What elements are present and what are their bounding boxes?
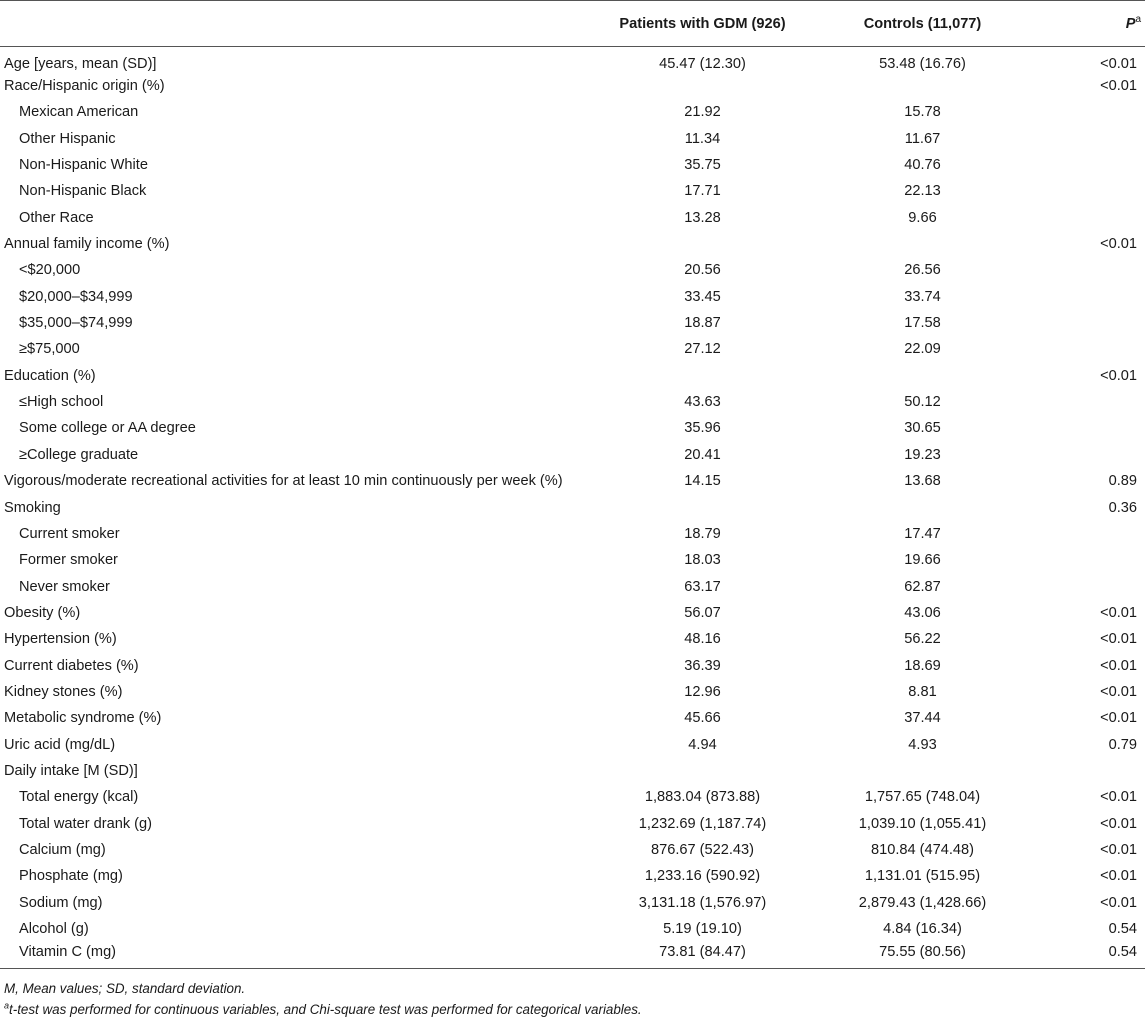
cell-gdm bbox=[595, 231, 810, 257]
cell-p-value: 0.54 bbox=[1108, 921, 1137, 938]
cell-gdm bbox=[595, 73, 810, 99]
row-label: Race/Hispanic origin (%) bbox=[4, 78, 165, 95]
cell-p-value bbox=[1035, 310, 1145, 336]
row-label: Uric acid (mg/dL) bbox=[4, 736, 116, 753]
table-row bbox=[0, 47, 1145, 73]
footnote-a-marker: a bbox=[4, 1000, 10, 1011]
cell-gdm: 45.66 bbox=[684, 710, 721, 727]
table-row bbox=[0, 494, 1145, 520]
cell-gdm: 73.81 (84.47) bbox=[595, 942, 810, 968]
cell-gdm: 17.71 bbox=[684, 183, 721, 200]
cell-gdm: 27.12 bbox=[684, 341, 721, 358]
row-label: Obesity (%) bbox=[4, 604, 81, 621]
cell-p-value bbox=[1035, 573, 1145, 599]
cell-p-value: <0.01 bbox=[1100, 55, 1137, 72]
cell-controls: 22.09 bbox=[904, 341, 941, 358]
cell-p-value: 0.36 bbox=[1108, 499, 1137, 516]
cell-gdm: 13.28 bbox=[684, 209, 721, 226]
cell-controls: 8.81 bbox=[908, 683, 937, 700]
cell-gdm: 18.03 bbox=[684, 552, 721, 569]
row-label: Total water drank (g) bbox=[19, 815, 153, 832]
table-row bbox=[0, 205, 1145, 231]
cell-gdm: 43.63 bbox=[684, 394, 721, 411]
cell-gdm: 18.79 bbox=[684, 525, 721, 542]
footnote-a bbox=[4, 999, 1145, 1020]
cell-controls: 19.23 bbox=[904, 446, 941, 463]
row-label: Metabolic syndrome (%) bbox=[4, 710, 162, 727]
cell-p-value: <0.01 bbox=[1100, 657, 1137, 674]
table-row bbox=[0, 73, 1145, 99]
row-label: Total energy (kcal) bbox=[19, 789, 139, 806]
table-row bbox=[0, 679, 1145, 705]
cell-controls: 13.68 bbox=[904, 473, 941, 490]
table-row bbox=[0, 389, 1145, 415]
cell-controls: 26.56 bbox=[904, 262, 941, 279]
cell-controls: 40.76 bbox=[904, 157, 941, 174]
cell-controls: 9.66 bbox=[908, 209, 937, 226]
cell-gdm: 21.92 bbox=[684, 104, 721, 121]
cell-p-value bbox=[1035, 547, 1145, 573]
row-label: Calcium (mg) bbox=[19, 841, 106, 858]
table-row bbox=[0, 916, 1145, 942]
cell-gdm: 3,131.18 (1,576.97) bbox=[638, 894, 767, 911]
cell-p-value bbox=[1035, 442, 1145, 468]
cell-controls: 17.58 bbox=[904, 315, 941, 332]
row-label: <$20,000 bbox=[19, 262, 81, 279]
cell-controls: 30.65 bbox=[904, 420, 941, 437]
cell-controls: 22.13 bbox=[904, 183, 941, 200]
cell-gdm: 35.96 bbox=[684, 420, 721, 437]
table-row bbox=[0, 784, 1145, 810]
cell-gdm: 33.45 bbox=[684, 288, 721, 305]
cell-p-value: <0.01 bbox=[1100, 894, 1137, 911]
table-row bbox=[0, 521, 1145, 547]
row-label: Mexican American bbox=[19, 104, 139, 121]
table-row bbox=[0, 284, 1145, 310]
cell-controls: 810.84 (474.48) bbox=[870, 841, 975, 858]
cell-gdm: 1,883.04 (873.88) bbox=[644, 789, 761, 806]
cell-controls: 56.22 bbox=[904, 631, 941, 648]
table-row bbox=[0, 837, 1145, 863]
cell-p-value bbox=[1035, 126, 1145, 152]
cell-gdm: 5.19 (19.10) bbox=[663, 921, 742, 938]
cell-gdm: 48.16 bbox=[684, 631, 721, 648]
table-row bbox=[0, 442, 1145, 468]
cell-p-value: <0.01 bbox=[1100, 78, 1137, 95]
row-label: Other Race bbox=[19, 209, 94, 226]
header-row bbox=[0, 1, 1145, 47]
row-label: ≤High school bbox=[19, 394, 104, 411]
cell-gdm: 56.07 bbox=[684, 604, 721, 621]
row-label: Annual family income (%) bbox=[4, 236, 170, 253]
table-row bbox=[0, 363, 1145, 389]
row-label: Vigorous/moderate recreational activities for at least 10 min continuously per week (%) bbox=[4, 473, 563, 490]
header-blank bbox=[0, 1, 595, 47]
cell-p-value bbox=[1035, 284, 1145, 310]
row-label: Vitamin C (mg) bbox=[0, 942, 595, 968]
cell-p-value: 0.54 bbox=[1035, 942, 1145, 968]
cell-controls: 4.93 bbox=[908, 736, 937, 753]
cell-p-value bbox=[1035, 521, 1145, 547]
cell-p-value: <0.01 bbox=[1100, 367, 1137, 384]
header-gdm: Patients with GDM (926) bbox=[595, 1, 810, 47]
cell-controls: 4.84 (16.34) bbox=[883, 921, 962, 938]
row-label: Other Hispanic bbox=[19, 130, 116, 147]
row-label: Kidney stones (%) bbox=[4, 683, 123, 700]
table-row bbox=[0, 705, 1145, 731]
table-row bbox=[0, 310, 1145, 336]
cell-gdm: 45.47 (12.30) bbox=[659, 55, 746, 72]
cell-gdm: 20.41 bbox=[684, 446, 721, 463]
cell-controls: 15.78 bbox=[904, 104, 941, 121]
row-label: Sodium (mg) bbox=[19, 894, 103, 911]
cell-gdm: 11.34 bbox=[684, 130, 721, 147]
row-label: Non-Hispanic White bbox=[19, 157, 148, 174]
cell-controls bbox=[810, 231, 1035, 257]
cell-gdm bbox=[595, 363, 810, 389]
cell-gdm: 876.67 (522.43) bbox=[650, 841, 755, 858]
table-row bbox=[0, 863, 1145, 889]
footnote-abbreviations: M, Mean values; SD, standard deviation. bbox=[4, 981, 246, 997]
cell-gdm: 35.75 bbox=[684, 157, 721, 174]
cell-controls: 2,879.43 (1,428.66) bbox=[858, 894, 987, 911]
row-label: Phosphate (mg) bbox=[19, 868, 123, 885]
cell-p-value bbox=[1035, 152, 1145, 178]
cell-p-value bbox=[1035, 758, 1145, 784]
cell-gdm: 14.15 bbox=[684, 473, 721, 490]
cell-controls: 53.48 (16.76) bbox=[879, 55, 966, 72]
cell-p-value: <0.01 bbox=[1100, 815, 1137, 832]
row-label: Smoking bbox=[4, 499, 61, 516]
cell-p-value: <0.01 bbox=[1100, 236, 1137, 253]
cell-p-value: <0.01 bbox=[1100, 841, 1137, 858]
cell-p-value bbox=[1035, 415, 1145, 441]
table-row bbox=[0, 257, 1145, 283]
table-row bbox=[0, 626, 1145, 652]
cell-gdm: 18.87 bbox=[684, 315, 721, 332]
table-row bbox=[0, 810, 1145, 836]
row-label: ≥College graduate bbox=[19, 446, 139, 463]
cell-controls: 50.12 bbox=[904, 394, 941, 411]
cell-p-value bbox=[1035, 205, 1145, 231]
footnote-a-text: t-test was performed for continuous variables, and Chi-square test was performed for categorical variables. bbox=[9, 1002, 642, 1018]
cell-controls: 19.66 bbox=[904, 552, 941, 569]
table-row bbox=[0, 758, 1145, 784]
cell-p-value: 0.89 bbox=[1108, 473, 1137, 490]
row-label: Education (%) bbox=[4, 367, 96, 384]
row-label: Current diabetes (%) bbox=[4, 657, 139, 674]
row-label: ≥$75,000 bbox=[19, 341, 80, 358]
cell-controls: 1,757.65 (748.04) bbox=[864, 789, 981, 806]
cell-p-value: <0.01 bbox=[1100, 789, 1137, 806]
table-header bbox=[0, 1, 1145, 47]
table-row bbox=[0, 336, 1145, 362]
cell-p-value bbox=[1035, 99, 1145, 125]
row-label: Daily intake [M (SD)] bbox=[4, 762, 138, 779]
cell-controls bbox=[810, 758, 1035, 784]
row-label: $20,000–$34,999 bbox=[19, 288, 133, 305]
row-label: Never smoker bbox=[19, 578, 110, 595]
table-row bbox=[0, 99, 1145, 125]
cell-gdm: 36.39 bbox=[684, 657, 721, 674]
cell-p-value bbox=[1035, 389, 1145, 415]
cell-p-value bbox=[1035, 336, 1145, 362]
table-body bbox=[0, 47, 1145, 969]
cell-controls: 17.47 bbox=[904, 525, 941, 542]
cell-p-value bbox=[1035, 257, 1145, 283]
cell-gdm: 63.17 bbox=[684, 578, 721, 595]
table-row bbox=[0, 178, 1145, 204]
table-row bbox=[0, 126, 1145, 152]
cell-p-value: <0.01 bbox=[1100, 710, 1137, 727]
table-row bbox=[0, 468, 1145, 494]
row-label: Alcohol (g) bbox=[19, 921, 89, 938]
cell-controls: 18.69 bbox=[904, 657, 941, 674]
cell-p-value: <0.01 bbox=[1100, 683, 1137, 700]
cell-controls bbox=[810, 73, 1035, 99]
table-row bbox=[0, 415, 1145, 441]
cell-controls: 11.67 bbox=[904, 130, 941, 147]
cell-gdm bbox=[595, 494, 810, 520]
cell-controls: 1,131.01 (515.95) bbox=[864, 868, 981, 885]
row-label: Hypertension (%) bbox=[4, 631, 117, 648]
row-label: Some college or AA degree bbox=[19, 420, 196, 437]
row-label: $35,000–$74,999 bbox=[19, 315, 133, 332]
cell-p-value: <0.01 bbox=[1100, 631, 1137, 648]
header-p-value bbox=[1035, 1, 1145, 47]
cell-p-value: 0.79 bbox=[1108, 736, 1137, 753]
cell-controls: 75.55 (80.56) bbox=[810, 942, 1035, 968]
table-row bbox=[0, 731, 1145, 757]
table-row bbox=[0, 547, 1145, 573]
cell-p-value: <0.01 bbox=[1100, 604, 1137, 621]
row-label: Former smoker bbox=[19, 552, 118, 569]
header-p-sup: a bbox=[1135, 13, 1141, 25]
cell-gdm: 12.96 bbox=[684, 683, 721, 700]
cell-p-value bbox=[1035, 178, 1145, 204]
row-label: Non-Hispanic Black bbox=[19, 183, 147, 200]
table-row bbox=[0, 231, 1145, 257]
table-row bbox=[0, 573, 1145, 599]
footnotes bbox=[0, 978, 1145, 1020]
cell-gdm: 1,232.69 (1,187.74) bbox=[638, 815, 767, 832]
cell-controls: 33.74 bbox=[904, 288, 941, 305]
cell-controls bbox=[810, 363, 1035, 389]
table-row bbox=[0, 942, 1145, 968]
row-label: Current smoker bbox=[19, 525, 120, 542]
cell-gdm: 20.56 bbox=[684, 262, 721, 279]
table-row bbox=[0, 600, 1145, 626]
cell-gdm: 1,233.16 (590.92) bbox=[644, 868, 761, 885]
table-row bbox=[0, 652, 1145, 678]
cell-p-value: <0.01 bbox=[1100, 868, 1137, 885]
table-row bbox=[0, 890, 1145, 916]
cell-gdm: 4.94 bbox=[688, 736, 717, 753]
header-p-label: P bbox=[1125, 15, 1136, 32]
row-label: Age [years, mean (SD)] bbox=[4, 55, 157, 72]
table-row bbox=[0, 152, 1145, 178]
cell-controls bbox=[810, 494, 1035, 520]
header-controls: Controls (11,077) bbox=[810, 1, 1035, 47]
cell-controls: 62.87 bbox=[904, 578, 941, 595]
cell-gdm bbox=[595, 758, 810, 784]
cell-controls: 1,039.10 (1,055.41) bbox=[858, 815, 987, 832]
cell-controls: 37.44 bbox=[904, 710, 941, 727]
cell-controls: 43.06 bbox=[904, 604, 941, 621]
